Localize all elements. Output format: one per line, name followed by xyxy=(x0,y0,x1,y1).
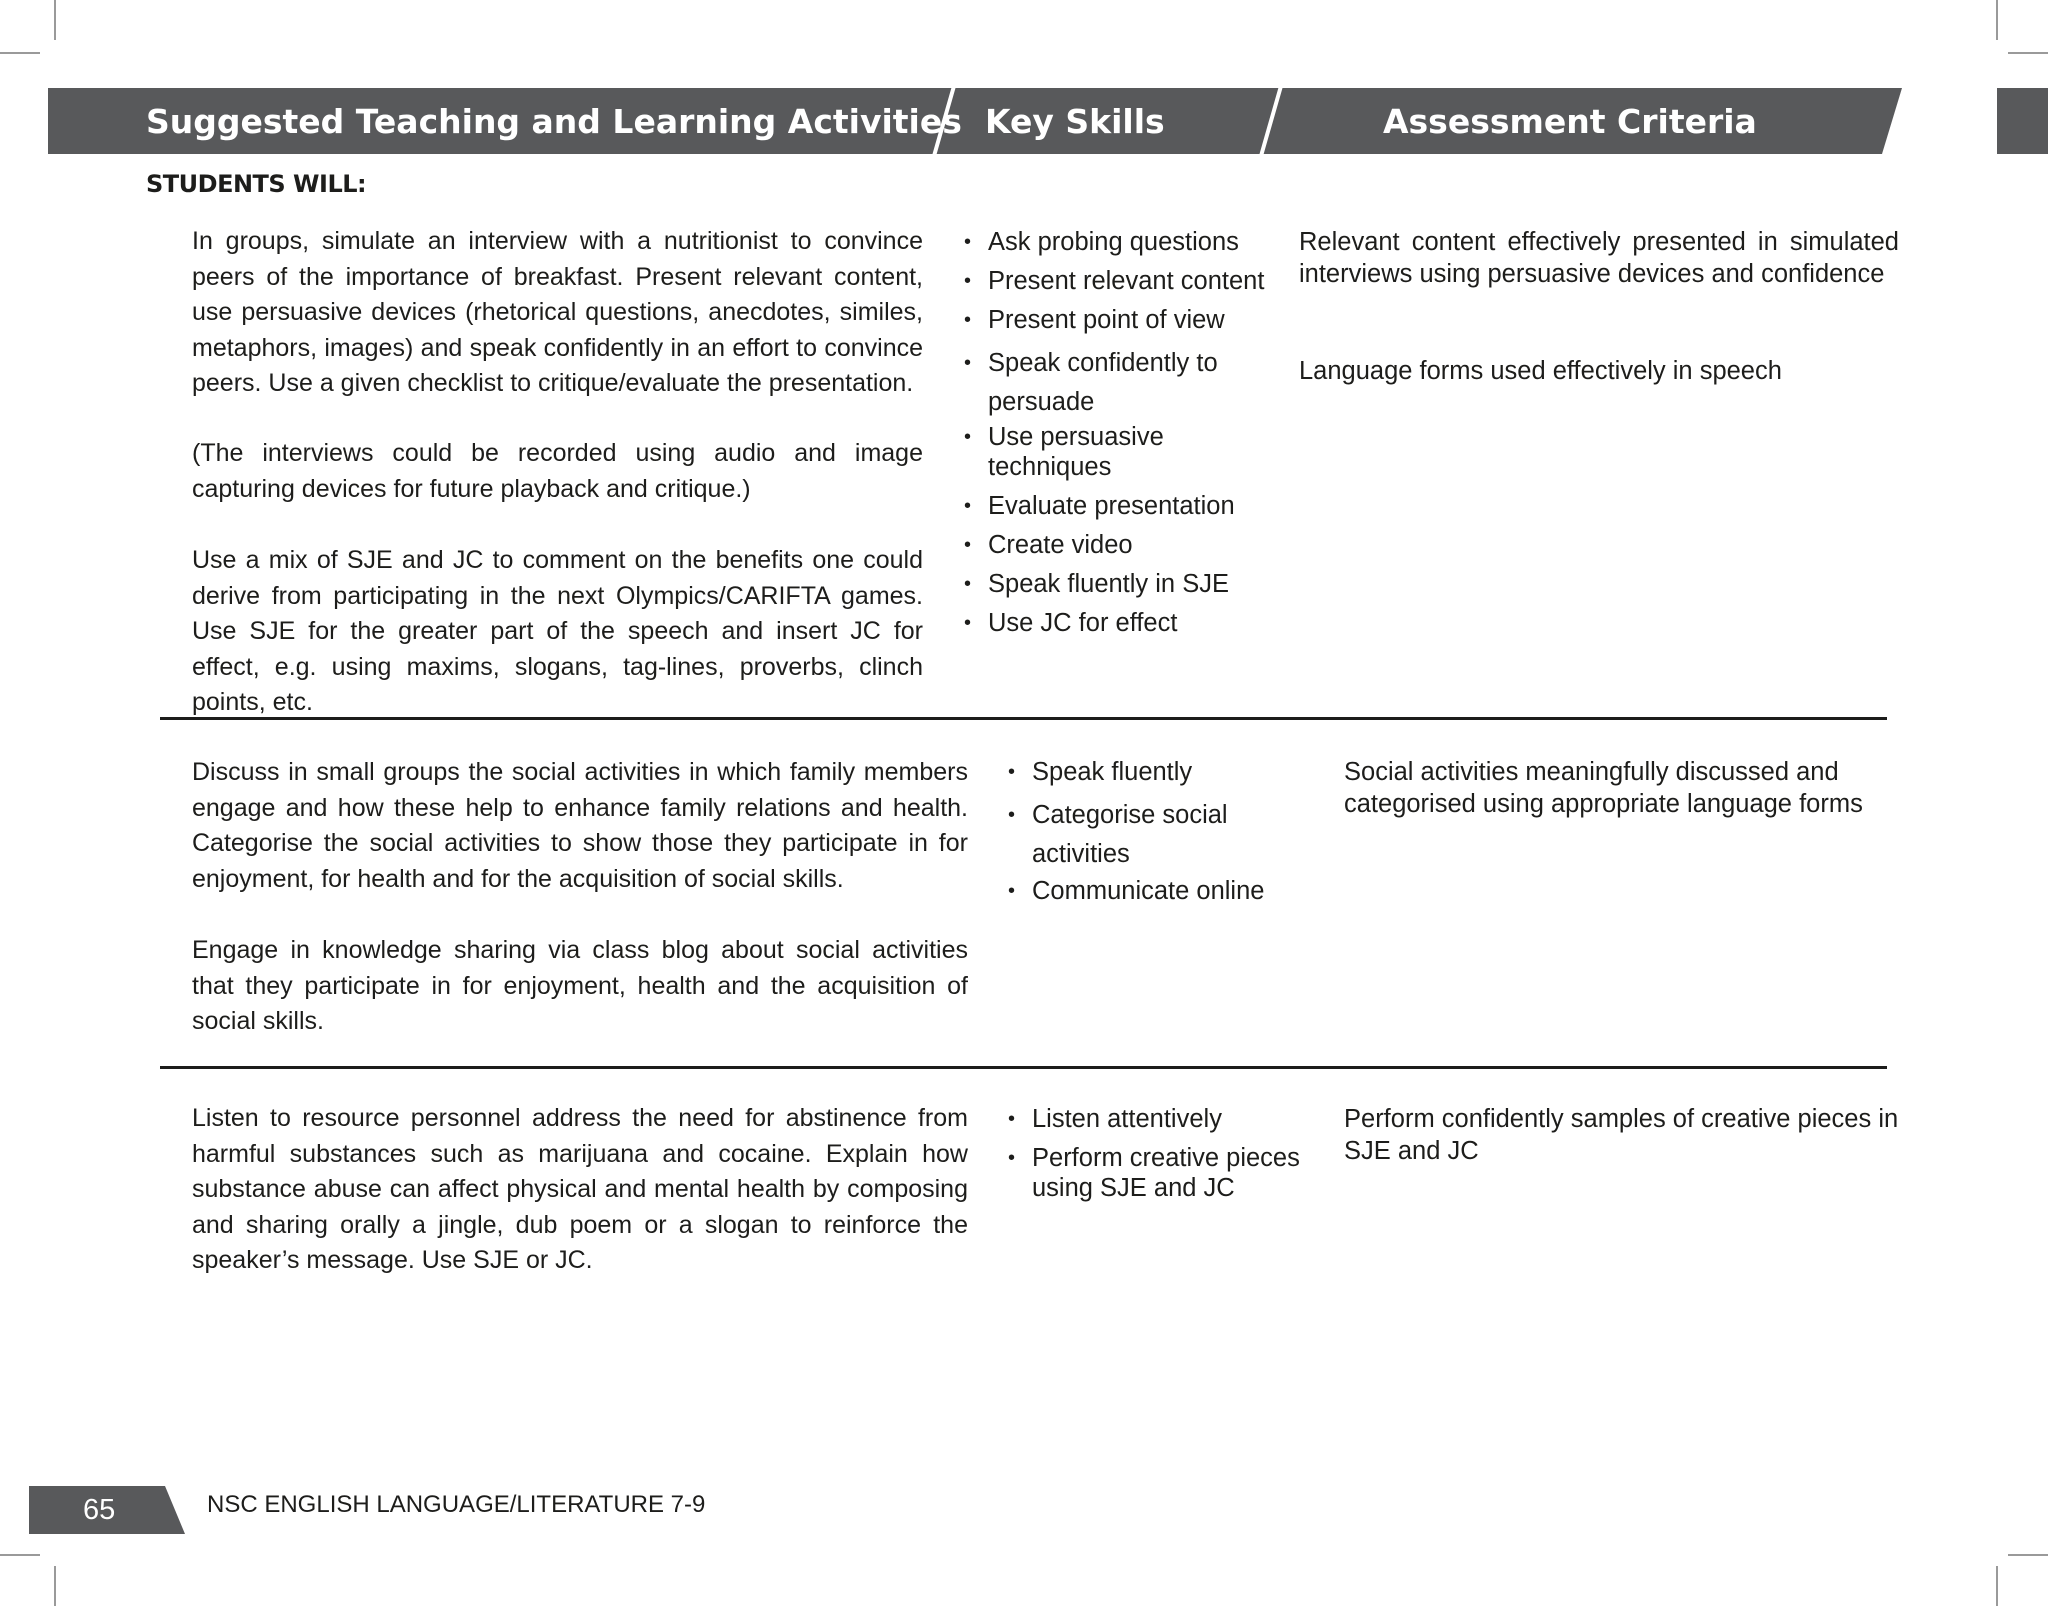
list-item: • Present relevant content xyxy=(964,266,1274,296)
row1-criteria-1: Relevant content effectively presented in simulated interviews using persuasive devices and confidence xyxy=(1299,228,1899,288)
list-item: • Use JC for effect xyxy=(964,608,1274,638)
list-item: • Evaluate presentation xyxy=(964,491,1274,521)
list-item: • Communicate online xyxy=(1008,876,1308,906)
row2-skills-list xyxy=(1008,757,1308,915)
row-divider xyxy=(160,1066,1887,1069)
side-tab xyxy=(1997,88,2048,154)
crop-mark xyxy=(54,1566,56,1606)
crop-mark xyxy=(0,1554,40,1556)
header-key-skills: Key Skills xyxy=(985,102,1165,141)
footer-title: NSC ENGLISH LANGUAGE/LITERATURE 7-9 xyxy=(207,1491,706,1518)
header-assessment: Assessment Criteria xyxy=(1383,102,1757,141)
row1-activity-3: Use a mix of SJE and JC to comment on the benefits one could derive from participating in the next Olympics/CARIFTA games. Use SJE for the greater part of the speech and insert JC for effect, e.g. using maxims, slogans, tag-lines, proverbs, clinch points, etc. xyxy=(192,546,923,716)
row1-activity-2: (The interviews could be recorded using audio and image capturing devices for future playback and critique.) xyxy=(192,439,923,503)
row3-criteria-1: Perform confidently samples of creative pieces in SJE and JC xyxy=(1344,1105,1899,1165)
header-activities: Suggested Teaching and Learning Activities xyxy=(146,102,962,141)
crop-mark xyxy=(1996,1566,1998,1606)
row2-activity-2: Engage in knowledge sharing via class blog about social activities that they participate in for enjoyment, health and the acquisition of social skills. xyxy=(192,936,968,1035)
list-item: • Speak confidently to persuade xyxy=(964,344,1218,422)
students-will-label: STUDENTS WILL: xyxy=(146,170,367,198)
crop-mark xyxy=(2008,1554,2048,1556)
row2-activity-1: Discuss in small groups the social activities in which family members engage and how these help to enhance family relations and health. Categorise the social activities to show those they participate in for enjoyment, for health and for the acquisition of social skills. xyxy=(192,758,968,893)
list-item: • Present point of view xyxy=(964,305,1274,335)
row3-activity-1: Listen to resource personnel address the need for abstinence from harmful substances such as marijuana and cocaine. Explain how substance abuse can affect physical and mental health by composing and sharing orally a jingle, dub poem or a slogan to reinforce the speaker’s message. Use SJE or JC. xyxy=(192,1104,968,1274)
list-item: • Use persuasive techniques xyxy=(964,422,1188,482)
list-item: • Perform creative pieces using SJE and JC xyxy=(1008,1143,1312,1203)
header-bar xyxy=(0,0,2048,170)
page-number: 65 xyxy=(83,1494,116,1526)
list-item: • Speak fluently xyxy=(1008,757,1308,787)
list-item: • Categorise social activities xyxy=(1008,796,1257,874)
row-divider xyxy=(160,717,1887,720)
row1-criteria-2: Language forms used effectively in speech xyxy=(1299,357,1782,385)
row3-skills-list xyxy=(1008,1104,1308,1212)
list-item: • Create video xyxy=(964,530,1274,560)
list-item: • Listen attentively xyxy=(1008,1104,1308,1134)
row1-skills-list xyxy=(964,227,1274,647)
row2-criteria-1: Social activities meaningfully discussed and categorised using appropriate language forms xyxy=(1344,758,1863,818)
list-item: • Speak fluently in SJE xyxy=(964,569,1274,599)
row1-activity-1: In groups, simulate an interview with a nutritionist to convince peers of the importance of breakfast. Present relevant content, use persuasive devices (rhetorical questions, anecdotes, similes, metaphors, images) and speak confidently in an effort to convince peers. Use a given checklist to critique/evaluate the presentation. xyxy=(192,227,923,397)
list-item: • Ask probing questions xyxy=(964,227,1274,257)
